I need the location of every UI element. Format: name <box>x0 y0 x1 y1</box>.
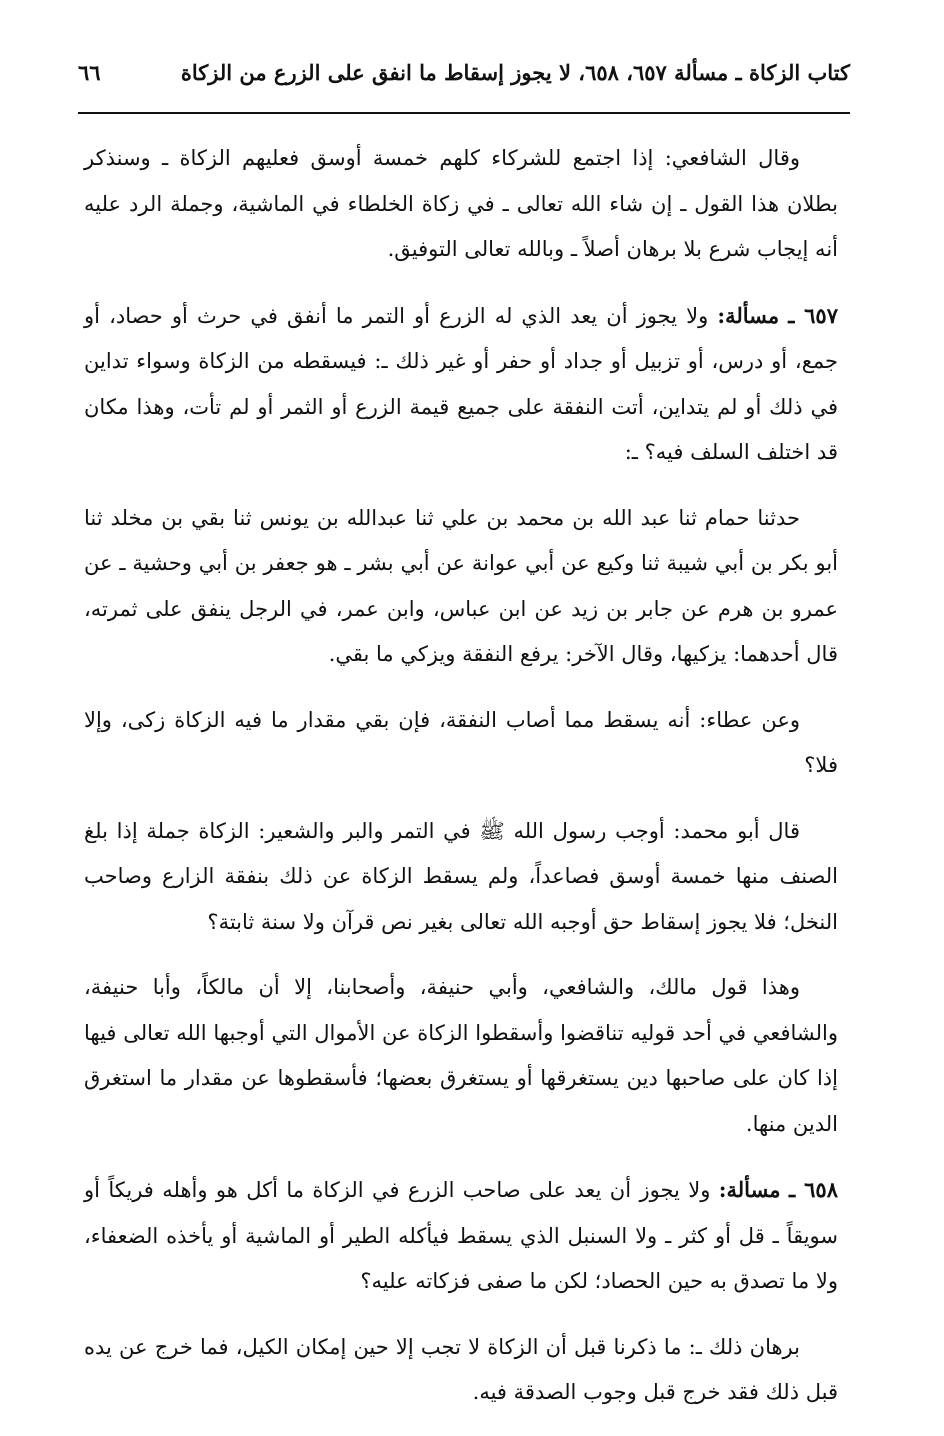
paragraph-burhan: برهان ذلك ـ: ما ذكرنا قبل أن الزكاة لا تجب إلا حين إمكان الكيل، فما خرج عن يده قبل ذلك فقد خرج قبل وجوب الصدقة فيه. <box>84 1334 838 1404</box>
paragraph-malik: وهذا قول مالك، والشافعي، وأبي حنيفة، وأصحابنا، إلا أن مالكاً، وأبا حنيفة، والشافعي في أحد قوليه تناقضوا وأسقطوا الزكاة عن الأموال التي أوجبها الله تعالى فيها إذا كان على صاحبها دين يستغرقها أو يستغرق بعضها؛ فأسقطوها عن مقدار ما استغرق الدين منها. <box>84 975 838 1136</box>
paragraph-shafii: وقال الشافعي: إذا اجتمع للشركاء كلهم خمسة أوسق فعليهم الزكاة ـ وسنذكر بطلان هذا القول ـ إن شاء الله تعالى ـ في زكاة الخلطاء في الماشية، وجملة الرد عليه أنه إيجاب شرع بلا برهان أصلاً ـ وبالله تعالى التوفيق. <box>84 146 838 261</box>
masala-657-text: ولا يجوز أن يعد الذي له الزرع أو التمر ما أنفق في حرث أو حصاد، أو جمع، أو درس، أو تزبيل أو جداد أو حفر أو غير ذلك ـ: فيسقطه من الزكاة وسواء تداين في ذلك أو لم يتداين، أتت النفقة على جميع قيمة الزرع أو الثمر أو لم تأت، وهذا مكان قد اختلف السلف فيه؟ ـ: <box>84 303 838 464</box>
paragraph-isnad: حدثنا حمام ثنا عبد الله بن محمد بن علي ثنا عبدالله بن يونس ثنا بقي بن مخلد ثنا أبو بكر بن أبي شيبة ثنا وكيع عن أبي عوانة عن أبي بشر ـ هو جعفر بن أبي وحشية ـ عن عمرو بن هرم عن جابر بن زيد عن ابن عباس، وابن عمر، في الرجل ينفق على ثمرته، قال أحدهما: يزكيها، وقال الآخر: يرفع النفقة ويزكي ما بقي. <box>84 505 838 666</box>
header-title: كتاب الزكاة ـ مسألة ٦٥٧، ٦٥٨، لا يجوز إسقاط ما انفق على الزرع من الزكاة <box>180 60 850 85</box>
masala-657-label: مسألة: <box>717 302 780 328</box>
masala-657-number: ٦٥٧ ـ <box>788 302 838 328</box>
paragraph-ata: وعن عطاء: أنه يسقط مما أصاب النفقة، فإن بقي مقدار ما فيه الزكاة زكى، وإلا فلا؟ <box>84 707 838 777</box>
running-header <box>78 56 850 100</box>
paragraph-abu-muhammad: قال أبو محمد: أوجب رسول الله ﷺ في التمر والبر والشعير: الزكاة جملة إذا بلغ الصنف منها خمسة أوسق فصاعداً، ولم يسقط الزكاة عن ذلك بنفقة الزارع وصاحب النخل؛ فلا يجوز إسقاط حق أوجبه الله تعالى بغير نص قرآن ولا سنة ثابتة؟ <box>84 818 838 934</box>
masala-658-text: ولا يجوز أن يعد على صاحب الزرع في الزكاة ما أكل هو وأهله فريكاً أو سويقاً ـ قل أو كثر ـ ولا السنبل الذي يسقط فيأكله الطير أو الماشية أو يأخذه الضعفاء، ولا ما تصدق به حين الحصاد؛ لكن ما صفى فزكاته عليه؟ <box>84 1178 838 1293</box>
body-text <box>84 136 838 1436</box>
masala-657 <box>84 293 838 476</box>
header-rule <box>78 112 850 114</box>
masala-658-label: مسألة: <box>718 1177 781 1202</box>
masala-658 <box>84 1167 838 1305</box>
page-number: ٦٦ <box>78 60 101 85</box>
masala-658-number: ٦٥٨ ـ <box>788 1177 838 1202</box>
